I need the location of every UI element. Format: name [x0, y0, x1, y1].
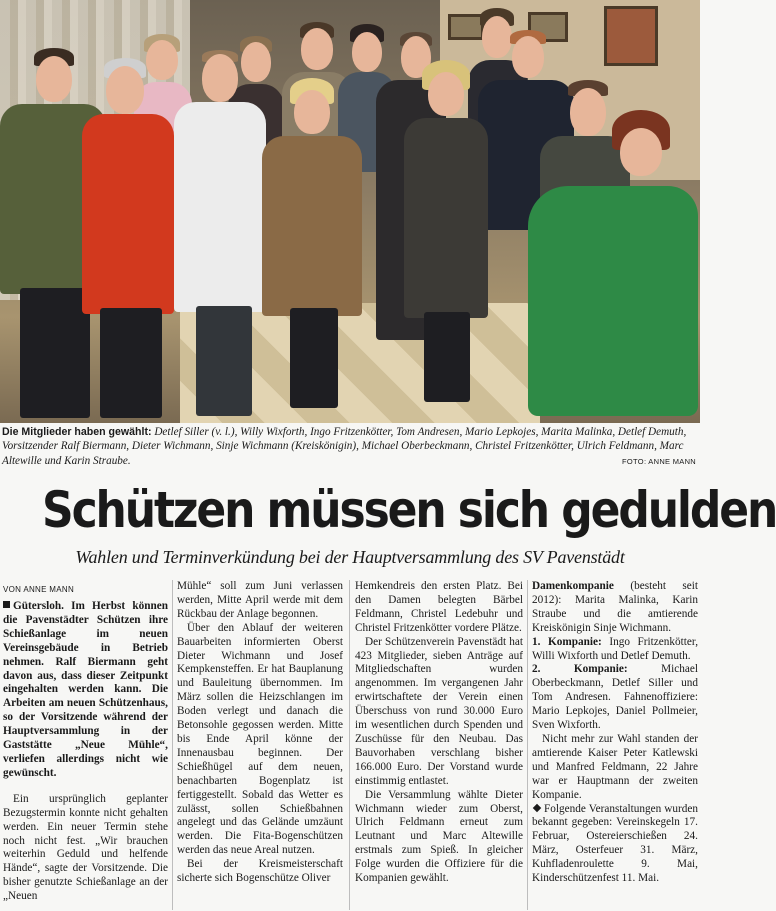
paragraph-events: [532, 803, 698, 886]
group-photo: [0, 0, 700, 423]
paragraph: Die Versammlung wählte Dieter Wichmann wieder zum Oberst, Ulrich Feldmann erneut zum Leutnant und Marc Altewille erstmals zum Spieß. In gleicher Folge wurden die Offiziere für die Kompanien gewählt.: [355, 788, 523, 885]
photo-caption: [2, 425, 698, 468]
paragraph-kompanie-1: [532, 636, 698, 664]
damen-label: Damenkompanie: [532, 580, 614, 592]
author-byline: VON ANNE MANN: [3, 585, 75, 594]
paragraph: Bei der Kreismeisterschaft sicherte sich Bogenschütze Oliver: [177, 858, 343, 885]
paragraph-damenkompanie: [532, 580, 698, 636]
lead-paragraph: [3, 600, 168, 781]
lead-text: Gütersloh. Im Herbst können die Pavenstädter Schützen ihre Schießanlage im neuen Vereinsgebäude in Betrieb nehmen. Ralf Biermann geht davon aus, dass dieser Zeitpunkt eingehalten werden kann. Die Arbeiten am neuen Schützenhaus, so der Vorsitzende während der Hauptversammlung in der Gaststätte „Neue Mühle“, verliefen allerdings nicht wie gewünscht.: [3, 600, 168, 779]
article-column-1: [3, 600, 168, 904]
kompanie-2-text: Michael Oberbeckmann, Detlef Siller und Tom Andresen. Fahnenoffiziere: Mario Lepkojes, Daniel Pollmeier, Sven Wixforth.: [532, 663, 698, 732]
photo-credit: FOTO: ANNE MANN: [622, 457, 696, 466]
column-divider: [172, 580, 173, 910]
events-text: Folgende Veranstaltungen wurden bekannt gegeben: Vereinskegeln 17. Februar, Ostereierschießen 24. März, Osterfeuer 31. März, Kuhfladenroulette 9. Mai, Kinderschützenfest 11. Mai.: [532, 802, 698, 885]
article-column-3: [355, 580, 523, 886]
kompanie-2-label: 2. Kompanie:: [532, 663, 628, 676]
headline: Schützen müssen sich gedulden: [42, 481, 776, 539]
paragraph: Mühle“ soll zum Juni verlassen werden, Mitte April werde mit dem Rückbau der Anlage begonnen.: [177, 580, 343, 620]
paragraph: Ein ursprünglich geplanter Bezugstermin konnte nicht gehalten werden. Ein neuer Termin stehe noch nicht fest. „Wir brauchen weiterhin Geduld und helfende Hände“, sagte der Vorsitzende. Die bisher genutzte Schießanlage an der „Neuen: [3, 792, 168, 903]
article-column-2: [177, 580, 343, 886]
paragraph: Hemkendreis den ersten Platz. Bei den Damen belegten Bärbel Feldmann, Christel Ledebuhr und Christel Fritzenkötter vordere Plätze.: [355, 580, 523, 634]
paragraph: Über den Ablauf der weiteren Bauarbeiten informierten Oberst Dieter Wichmann und Josef Kempkensteffen. Er hat Bauplanung und Bauleitung übernommen. Im März sollen die Heizschlangen im Boden verlegt und danach die Betonsohle gegossen werden. Mitte bis Ende April könne der Innenausbau beginnen. Der Schießhügel auf dem neuen, benachbarten Bogenplatz ist fertiggestellt. Sobald das Wetter es zulässt, sollen Schießbahnen angelegt und das Gelände umzäunt werden. Die Fita-Bogenschützen werden das neue Areal nutzen.: [177, 621, 343, 857]
subheadline: Wahlen und Terminverkündung bei der Hauptversammlung des SV Pavenstädt: [75, 547, 625, 567]
caption-lead: Die Mitglieder haben gewählt:: [2, 426, 152, 438]
kompanie-1-text: Ingo Fritzenkötter, Willi Wixforth und Detlef Demuth.: [532, 635, 699, 662]
wall-door: [604, 6, 658, 66]
column-divider: [349, 580, 350, 910]
column-divider: [527, 580, 528, 910]
paragraph-kompanie-2: [532, 663, 698, 733]
kompanie-1-label: 1. Kompanie:: [532, 635, 602, 648]
paragraph: Nicht mehr zur Wahl standen der amtierende Kaiser Peter Katlewski und Manfred Feldmann, 22 Jahre war er Hauptmann der zweiten Kompanie.: [532, 732, 698, 801]
wall-picture: [448, 14, 484, 40]
article-column-4: [532, 580, 698, 886]
paragraph: Der Schützenverein Pavenstädt hat 423 Mitglieder, sieben Anträge auf Mitgliedschaften wurden angenommen. Im vergangenen Jahr erwirtschaftete der Verein einen Überschuss von rund 30.000 Euro im wesentlichen durch Spenden und Zuschüsse für den Neubau. Das Bauvorhaben verschlang bisher 166.000 Euro. Der Vorstand wurde einstimmig entlastet.: [355, 635, 523, 787]
damen-text: (besteht seit 2012): Marita Malinka, Karin Straube und die amtierende Kreiskönigin Sinje Wichmann.: [532, 580, 698, 634]
square-bullet-icon: [3, 601, 10, 608]
caption-names: Detlef Siller (v. l.), Willy Wixforth, Ingo Fritzenkötter, Tom Andresen, Mario Lepkojes, Marita Malinka, Detlef Demuth, Vorsitzender Ralf Biermann, Dieter Wichmann, Sinje Wichmann (Kreiskönigin), Michael Oberbeckmann, Christel Fritzenkötter, Ulrich Feldmann, Marc Altewille und Karin Straube.: [2, 426, 687, 467]
diamond-bullet-icon: [533, 803, 541, 811]
